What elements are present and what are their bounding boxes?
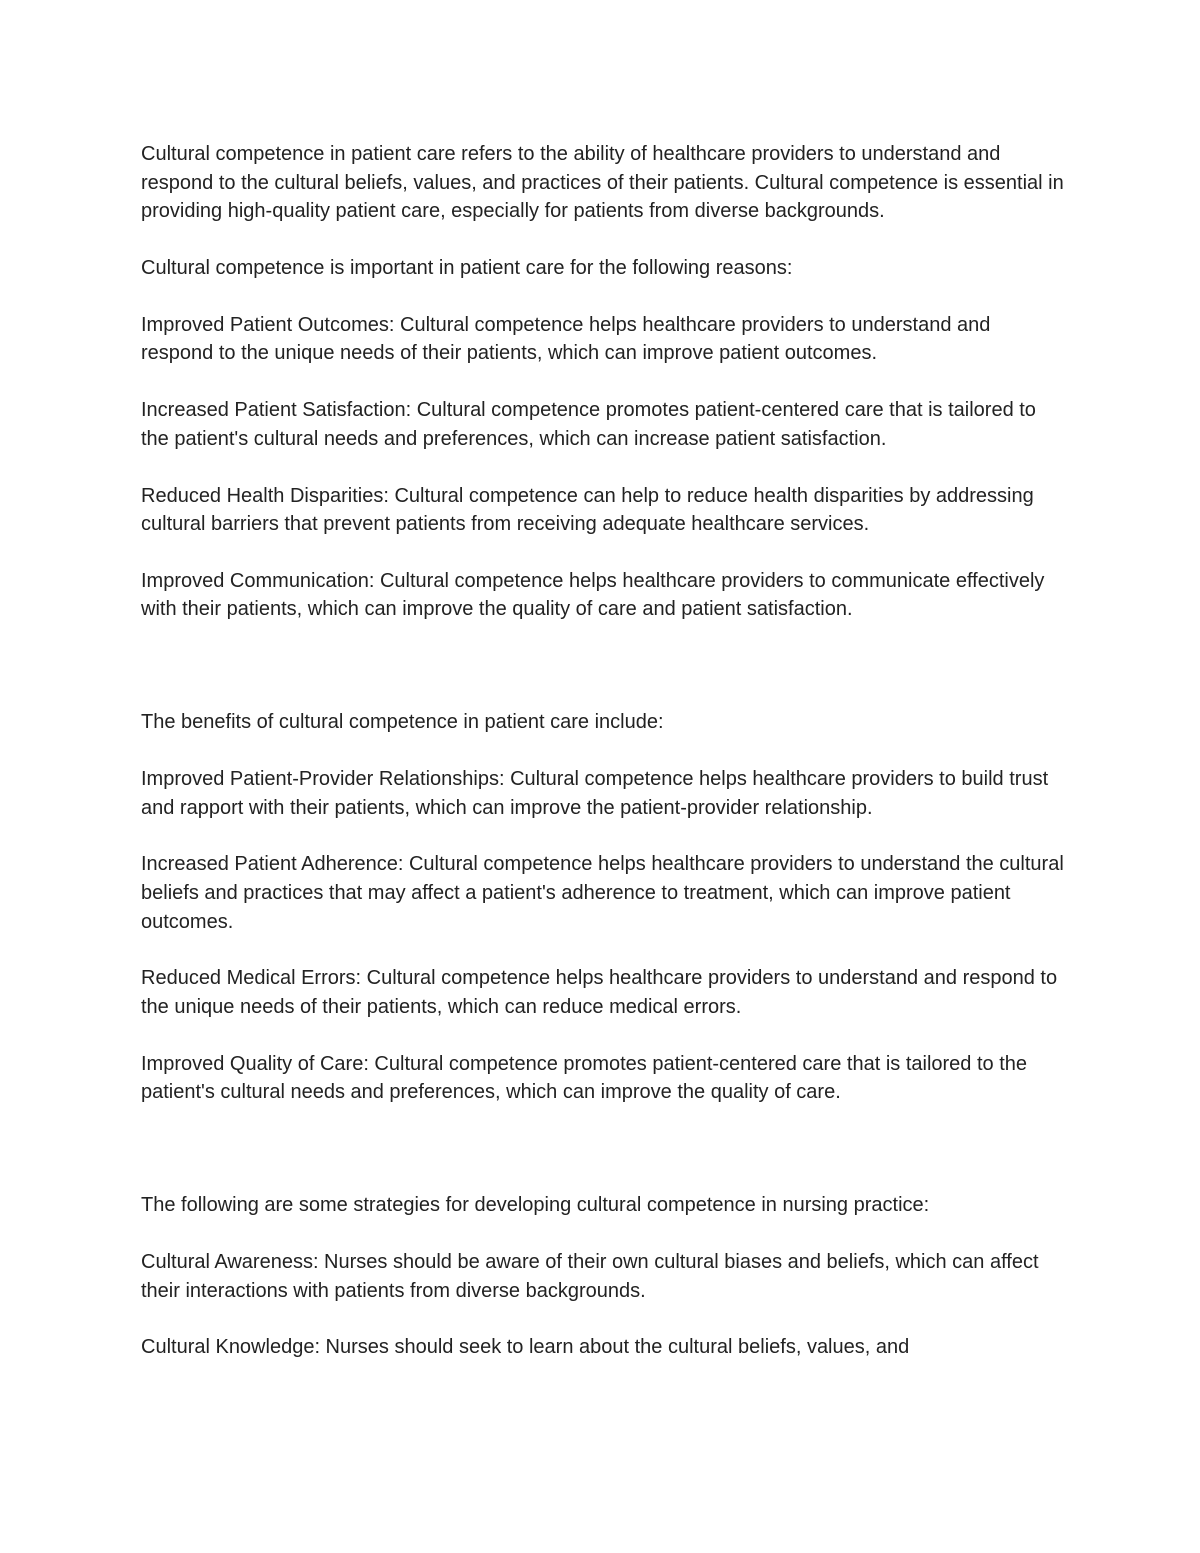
section-spacer xyxy=(141,652,1066,708)
benefit-medical-errors: Reduced Medical Errors: Cultural competence helps healthcare providers to understand and respond to the unique needs of their patients, which can reduce medical errors. xyxy=(141,967,1058,1018)
section-spacer xyxy=(141,1135,1066,1191)
strategies-lead-paragraph: The following are some strategies for developing cultural competence in nursing practice: xyxy=(141,1194,930,1217)
benefit-adherence: Increased Patient Adherence: Cultural competence helps healthcare providers to understand the cultural beliefs and practices that may affect a patient's adherence to treatment, which can improve patient outcomes. xyxy=(141,853,1064,933)
benefit-quality-of-care: Improved Quality of Care: Cultural competence promotes patient-centered care that is tailored to the patient's cultural needs and preferences, which can improve the quality of care. xyxy=(141,1052,1028,1104)
reasons-lead-paragraph: Cultural competence is important in patient care for the following reasons: xyxy=(141,256,793,279)
strategy-cultural-knowledge: Cultural Knowledge: Nurses should seek to learn about the cultural beliefs, values, and xyxy=(141,1336,910,1359)
benefits-lead-paragraph: The benefits of cultural competence in patient care include: xyxy=(141,711,664,734)
section-benefits xyxy=(141,708,1066,1107)
strategy-cultural-awareness: Cultural Awareness: Nurses should be aware of their own cultural biases and beliefs, which can affect their interactions with patients from diverse backgrounds. xyxy=(141,1250,1039,1302)
reason-health-disparities: Reduced Health Disparities: Cultural competence can help to reduce health disparities by addressing cultural barriers that prevent patients from receiving adequate healthcare services. xyxy=(141,484,1034,536)
reason-patient-outcomes: Improved Patient Outcomes: Cultural competence helps healthcare providers to understand and respond to the unique needs of their patients, which can improve patient outcomes. xyxy=(141,313,991,365)
reason-communication: Improved Communication: Cultural competence helps healthcare providers to communicate effectively with their patients, which can improve the quality of care and patient satisfaction. xyxy=(141,569,1045,621)
intro-paragraph: Cultural competence in patient care refers to the ability of healthcare providers to understand and respond to the cultural beliefs, values, and practices of their patients. Cultural competence is essential in providing high-quality patient care, especially for patients from diverse backgrounds. xyxy=(141,143,1064,223)
document-body xyxy=(141,140,1066,1390)
reason-patient-satisfaction: Increased Patient Satisfaction: Cultural competence promotes patient-centered care that is tailored to the patient's cultural needs and preferences, which can increase patient satisfaction. xyxy=(141,399,1036,450)
section-intro xyxy=(141,140,1066,624)
section-strategies xyxy=(141,1191,1066,1362)
benefit-relationships: Improved Patient-Provider Relationships: Cultural competence helps healthcare providers to build trust and rapport with their patients, which can improve the patient-provider relationship. xyxy=(141,768,1049,819)
